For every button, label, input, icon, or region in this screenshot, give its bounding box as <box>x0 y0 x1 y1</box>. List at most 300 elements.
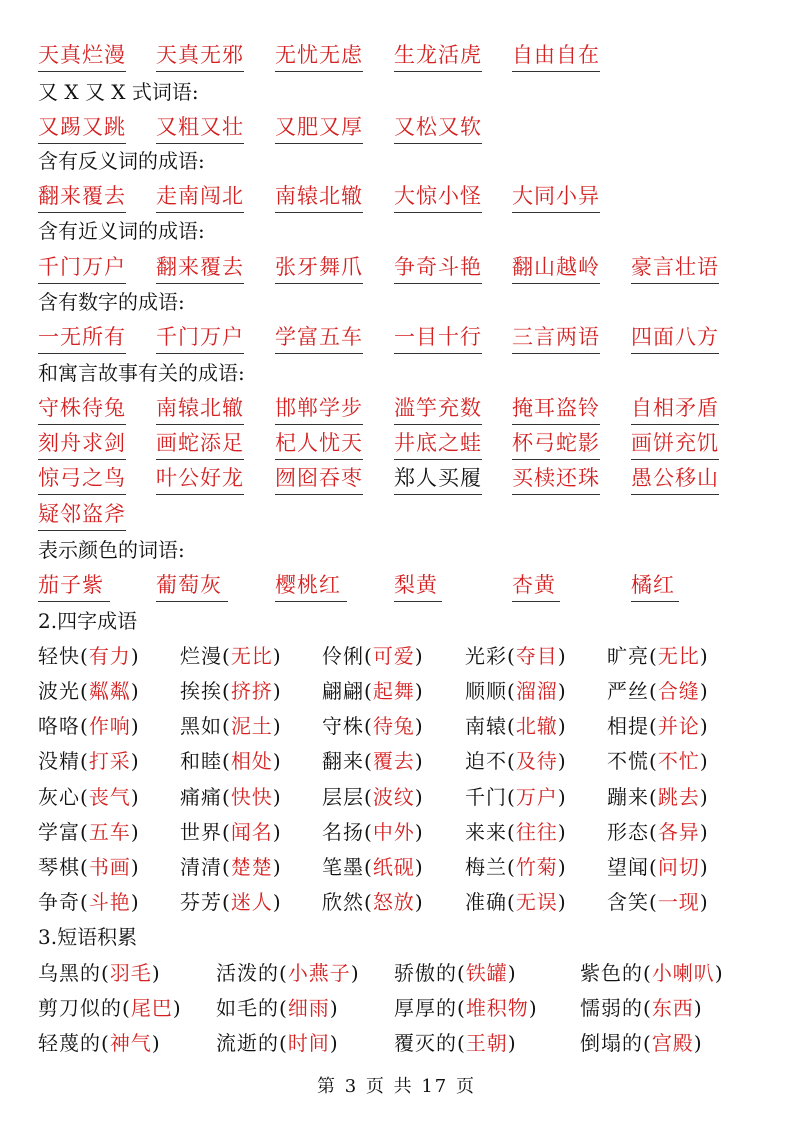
paren-close: ) <box>414 820 424 844</box>
phrase-item <box>180 745 282 777</box>
idiom-item: 又粗又壮 <box>156 112 244 144</box>
paren-open: ( <box>649 785 658 809</box>
idiom-item: 杞人忧天 <box>275 428 363 460</box>
phrase-answer: 万户 <box>515 785 558 809</box>
idiom-item: 掩耳盗铃 <box>512 393 600 425</box>
idiom-item: 天真烂漫 <box>38 40 126 72</box>
phrase-item <box>607 745 709 777</box>
heading-fable: 和寓言故事有关的成语: <box>38 361 245 385</box>
idiom-item: 滥竽充数 <box>394 393 482 425</box>
phrase-prompt: 学富 <box>38 820 80 844</box>
phrase-prompt: 守株 <box>322 714 364 738</box>
paren-close: ) <box>130 855 140 879</box>
paren-open: ( <box>101 1031 110 1055</box>
idiom-item: 郑人买履 <box>394 463 482 495</box>
idiom-item: 又肥又厚 <box>275 112 363 144</box>
idiom-item: 画饼充饥 <box>631 428 719 460</box>
phrase-answer: 各异 <box>657 820 700 844</box>
phrase-item <box>607 851 709 883</box>
phrase-item <box>580 957 724 989</box>
phrase-item <box>38 710 140 742</box>
phrase-answer: 尾巴 <box>130 996 173 1020</box>
idiom-item: 四面八方 <box>631 322 719 354</box>
paren-close: ) <box>557 820 567 844</box>
idiom-item: 大惊小怪 <box>394 181 482 213</box>
paren-open: ( <box>101 961 110 985</box>
idiom-item: 南辕北辙 <box>275 181 363 213</box>
paren-open: ( <box>507 890 516 914</box>
phrase-answer: 泥土 <box>230 714 273 738</box>
phrase-item <box>180 781 282 813</box>
paren-close: ) <box>130 644 140 668</box>
phrase-prompt: 含笑 <box>607 890 649 914</box>
phrase-prompt: 流逝的 <box>216 1031 279 1055</box>
idiom-item: 杯弓蛇影 <box>512 428 600 460</box>
paren-close: ) <box>699 714 709 738</box>
phrase-prompt: 咯咯 <box>38 714 80 738</box>
idiom-item: 天真无邪 <box>156 40 244 72</box>
phrase-item <box>465 781 567 813</box>
paren-close: ) <box>699 749 709 773</box>
phrase-prompt: 轻蔑的 <box>38 1031 101 1055</box>
idiom-item: 守株待兔 <box>38 393 126 425</box>
idiom-item: 叶公好龙 <box>156 463 244 495</box>
phrase-item <box>180 851 282 883</box>
paren-open: ( <box>222 679 231 703</box>
phrase-item <box>38 992 182 1024</box>
phrase-prompt: 如毛的 <box>216 996 279 1020</box>
phrase-item <box>180 640 282 672</box>
paren-open: ( <box>457 1031 466 1055</box>
phrase-answer: 及待 <box>515 749 558 773</box>
phrase-prompt: 光彩 <box>465 644 507 668</box>
phrase-answer: 作响 <box>88 714 131 738</box>
paren-close: ) <box>557 714 567 738</box>
phrase-prompt: 伶俐 <box>322 644 364 668</box>
phrase-prompt: 骄傲的 <box>394 961 457 985</box>
idiom-item: 翻来覆去 <box>38 181 126 213</box>
paren-open: ( <box>507 855 516 879</box>
paren-close: ) <box>699 644 709 668</box>
idiom-item: 画蛇添足 <box>156 428 244 460</box>
phrase-answer: 波纹 <box>372 785 415 809</box>
phrase-prompt: 和睦 <box>180 749 222 773</box>
paren-open: ( <box>643 996 652 1020</box>
phrase-answer: 细雨 <box>287 996 330 1020</box>
phrase-answer: 跳去 <box>657 785 700 809</box>
phrase-answer: 丧气 <box>88 785 131 809</box>
idiom-item: 自相矛盾 <box>631 393 719 425</box>
phrase-item <box>322 640 424 672</box>
phrase-answer: 往往 <box>515 820 558 844</box>
paren-close: ) <box>414 890 424 914</box>
idiom-item: 南辕北辙 <box>156 393 244 425</box>
phrase-answer: 覆去 <box>372 749 415 773</box>
heading-color: 表示颜色的词语: <box>38 538 185 562</box>
paren-close: ) <box>151 1031 161 1055</box>
phrase-item <box>465 851 567 883</box>
phrase-prompt: 层层 <box>322 785 364 809</box>
phrase-answer: 夺目 <box>515 644 558 668</box>
paren-open: ( <box>643 1031 652 1055</box>
heading-number: 含有数字的成语: <box>38 290 185 314</box>
paren-close: ) <box>350 961 360 985</box>
idiom-item: 豪言壮语 <box>631 252 719 284</box>
paren-open: ( <box>649 714 658 738</box>
phrase-item <box>580 992 703 1024</box>
phrase-answer: 打采 <box>88 749 131 773</box>
color-word: 樱桃红 <box>275 570 347 602</box>
phrase-prompt: 翻来 <box>322 749 364 773</box>
idiom-item: 学富五车 <box>275 322 363 354</box>
idiom-item: 千门万户 <box>156 322 244 354</box>
phrase-answer: 闻名 <box>230 820 273 844</box>
paren-open: ( <box>222 749 231 773</box>
paren-close: ) <box>272 785 282 809</box>
heading-xx-words: 又 X 又 X 式词语: <box>38 80 199 104</box>
paren-close: ) <box>699 820 709 844</box>
idiom-item: 无忧无虑 <box>275 40 363 72</box>
phrase-answer: 竹菊 <box>515 855 558 879</box>
paren-open: ( <box>80 749 89 773</box>
phrase-item <box>607 675 709 707</box>
paren-open: ( <box>457 961 466 985</box>
color-word: 橘红 <box>631 570 679 602</box>
phrase-answer: 无误 <box>515 890 558 914</box>
phrase-item <box>38 781 140 813</box>
paren-close: ) <box>699 679 709 703</box>
phrase-answer: 一现 <box>657 890 700 914</box>
paren-open: ( <box>649 644 658 668</box>
phrase-prompt: 欣然 <box>322 890 364 914</box>
phrase-answer: 快快 <box>230 785 273 809</box>
phrase-prompt: 烂漫 <box>180 644 222 668</box>
paren-close: ) <box>528 996 538 1020</box>
phrase-item <box>38 745 140 777</box>
paren-open: ( <box>457 996 466 1020</box>
phrase-answer: 问切 <box>657 855 700 879</box>
paren-close: ) <box>699 890 709 914</box>
phrase-prompt: 厚厚的 <box>394 996 457 1020</box>
paren-open: ( <box>649 855 658 879</box>
phrase-prompt: 旷亮 <box>607 644 649 668</box>
phrase-answer: 纸砚 <box>372 855 415 879</box>
paren-close: ) <box>693 1031 703 1055</box>
phrase-answer: 宫殿 <box>651 1031 694 1055</box>
paren-open: ( <box>222 820 231 844</box>
paren-close: ) <box>272 714 282 738</box>
phrase-answer: 无比 <box>657 644 700 668</box>
color-word: 杏黄 <box>512 570 560 602</box>
phrase-item <box>216 1027 339 1059</box>
idiom-item: 井底之蛙 <box>394 428 482 460</box>
paren-open: ( <box>364 644 373 668</box>
phrase-item <box>38 640 140 672</box>
idiom-item: 又松又软 <box>394 112 482 144</box>
phrase-prompt: 梅兰 <box>465 855 507 879</box>
phrase-prompt: 千门 <box>465 785 507 809</box>
phrase-item <box>322 886 424 918</box>
paren-close: ) <box>151 961 161 985</box>
paren-open: ( <box>80 644 89 668</box>
phrase-prompt: 蹦来 <box>607 785 649 809</box>
phrase-prompt: 灰心 <box>38 785 80 809</box>
phrase-answer: 迷人 <box>230 890 273 914</box>
phrase-item <box>180 675 282 707</box>
paren-open: ( <box>80 890 89 914</box>
paren-open: ( <box>222 890 231 914</box>
idiom-item: 大同小异 <box>512 181 600 213</box>
phrase-item <box>322 675 424 707</box>
phrase-item <box>607 710 709 742</box>
paren-open: ( <box>364 785 373 809</box>
phrase-answer: 怒放 <box>372 890 415 914</box>
phrase-prompt: 乌黑的 <box>38 961 101 985</box>
phrase-answer: 五车 <box>88 820 131 844</box>
paren-close: ) <box>557 644 567 668</box>
idiom-item: 惊弓之鸟 <box>38 463 126 495</box>
paren-close: ) <box>130 820 140 844</box>
idiom-item: 千门万户 <box>38 252 126 284</box>
paren-close: ) <box>414 714 424 738</box>
phrase-prompt: 来来 <box>465 820 507 844</box>
paren-close: ) <box>557 855 567 879</box>
idiom-row-fable-4 <box>38 499 758 531</box>
paren-open: ( <box>364 820 373 844</box>
phrase-answer: 合缝 <box>657 679 700 703</box>
idiom-item: 买椟还珠 <box>512 463 600 495</box>
phrase-item <box>322 851 424 883</box>
phrase-item <box>180 710 282 742</box>
paren-open: ( <box>507 679 516 703</box>
paren-close: ) <box>272 820 282 844</box>
phrase-item <box>38 1027 161 1059</box>
paren-open: ( <box>222 714 231 738</box>
phrase-prompt: 清清 <box>180 855 222 879</box>
idiom-item: 一目十行 <box>394 322 482 354</box>
paren-close: ) <box>557 679 567 703</box>
color-word: 茄子紫 <box>38 570 110 602</box>
paren-open: ( <box>279 1031 288 1055</box>
paren-open: ( <box>364 679 373 703</box>
idiom-row-antonym <box>38 181 758 213</box>
phrase-prompt: 痛痛 <box>180 785 222 809</box>
paren-close: ) <box>329 1031 339 1055</box>
phrase-prompt: 没精 <box>38 749 80 773</box>
idiom-item: 生龙活虎 <box>394 40 482 72</box>
phrase-answer: 王朝 <box>465 1031 508 1055</box>
phrase-prompt: 芬芳 <box>180 890 222 914</box>
phrase-item <box>322 710 424 742</box>
paren-close: ) <box>272 679 282 703</box>
paren-open: ( <box>364 749 373 773</box>
phrase-prompt: 笔墨 <box>322 855 364 879</box>
paren-open: ( <box>222 785 231 809</box>
idiom-row-fable-3 <box>38 463 758 495</box>
phrase-answer: 东西 <box>651 996 694 1020</box>
paren-open: ( <box>364 890 373 914</box>
paren-open: ( <box>279 961 288 985</box>
paren-open: ( <box>649 749 658 773</box>
phrase-answer: 楚楚 <box>230 855 273 879</box>
phrase-item <box>465 886 567 918</box>
phrase-answer: 待兔 <box>372 714 415 738</box>
phrase-answer: 斗艳 <box>88 890 131 914</box>
phrase-prompt: 黑如 <box>180 714 222 738</box>
phrase-item <box>465 675 567 707</box>
phrase-prompt: 望闻 <box>607 855 649 879</box>
phrase-answer: 中外 <box>372 820 415 844</box>
paren-close: ) <box>414 749 424 773</box>
paren-open: ( <box>649 890 658 914</box>
phrase-item <box>465 745 567 777</box>
phrase-item <box>180 886 282 918</box>
phrase-answer: 书画 <box>88 855 131 879</box>
paren-close: ) <box>507 961 517 985</box>
idiom-item: 张牙舞爪 <box>275 252 363 284</box>
paren-close: ) <box>557 890 567 914</box>
paren-close: ) <box>272 749 282 773</box>
phrase-answer: 可爱 <box>372 644 415 668</box>
phrase-answer: 并论 <box>657 714 700 738</box>
phrase-prompt: 挨挨 <box>180 679 222 703</box>
phrase-item <box>607 816 709 848</box>
heading-synonym: 含有近义词的成语: <box>38 219 205 243</box>
phrase-item <box>580 1027 703 1059</box>
phrase-item <box>322 816 424 848</box>
phrase-prompt: 名扬 <box>322 820 364 844</box>
phrase-item <box>180 816 282 848</box>
paren-open: ( <box>222 644 231 668</box>
phrase-prompt: 翩翩 <box>322 679 364 703</box>
paren-close: ) <box>507 1031 517 1055</box>
phrase-prompt: 懦弱的 <box>580 996 643 1020</box>
paren-open: ( <box>507 785 516 809</box>
color-word: 梨黄 <box>394 570 442 602</box>
phrase-item <box>465 710 567 742</box>
heading-phrase-accumulation: 3.短语积累 <box>38 925 138 949</box>
paren-close: ) <box>130 785 140 809</box>
phrase-item <box>607 886 709 918</box>
phrase-answer: 粼粼 <box>88 679 131 703</box>
paren-open: ( <box>507 820 516 844</box>
paren-close: ) <box>414 855 424 879</box>
heading-four-char-idioms: 2.四字成语 <box>38 609 138 633</box>
phrase-answer: 铁罐 <box>465 961 508 985</box>
idiom-item: 囫囵吞枣 <box>275 463 363 495</box>
phrase-answer: 溜溜 <box>515 679 558 703</box>
paren-open: ( <box>222 855 231 879</box>
idiom-item: 翻山越岭 <box>512 252 600 284</box>
idiom-row-xx <box>38 112 758 144</box>
phrase-prompt: 准确 <box>465 890 507 914</box>
paren-close: ) <box>172 996 182 1020</box>
paren-open: ( <box>80 679 89 703</box>
paren-close: ) <box>130 714 140 738</box>
phrase-prompt: 覆灭的 <box>394 1031 457 1055</box>
paren-close: ) <box>130 749 140 773</box>
phrase-answer: 小喇叭 <box>651 961 715 985</box>
paren-close: ) <box>130 679 140 703</box>
phrase-answer: 北辙 <box>515 714 558 738</box>
paren-open: ( <box>122 996 131 1020</box>
phrase-item <box>394 1027 517 1059</box>
idiom-item: 翻来覆去 <box>156 252 244 284</box>
paren-close: ) <box>272 855 282 879</box>
phrase-prompt: 南辕 <box>465 714 507 738</box>
phrase-answer: 无比 <box>230 644 273 668</box>
color-word: 葡萄灰 <box>156 570 228 602</box>
phrase-item <box>322 781 424 813</box>
phrase-item <box>38 675 140 707</box>
phrase-item <box>394 957 517 989</box>
phrase-item <box>607 781 709 813</box>
phrase-item <box>394 992 538 1024</box>
phrase-prompt: 严丝 <box>607 679 649 703</box>
idiom-row-fable-2 <box>38 428 758 460</box>
idiom-item: 争奇斗艳 <box>394 252 482 284</box>
paren-close: ) <box>699 855 709 879</box>
paren-open: ( <box>279 996 288 1020</box>
idiom-item: 一无所有 <box>38 322 126 354</box>
paren-close: ) <box>693 996 703 1020</box>
phrase-prompt: 波光 <box>38 679 80 703</box>
phrase-answer: 羽毛 <box>109 961 152 985</box>
paren-close: ) <box>557 785 567 809</box>
paren-close: ) <box>414 785 424 809</box>
paren-open: ( <box>649 820 658 844</box>
phrase-item <box>216 957 360 989</box>
idiom-item: 邯郸学步 <box>275 393 363 425</box>
phrase-answer: 有力 <box>88 644 131 668</box>
idiom-item: 愚公移山 <box>631 463 719 495</box>
phrase-prompt: 形态 <box>607 820 649 844</box>
phrase-answer: 时间 <box>287 1031 330 1055</box>
phrase-prompt: 琴棋 <box>38 855 80 879</box>
phrase-prompt: 轻快 <box>38 644 80 668</box>
idiom-row-number <box>38 322 758 354</box>
idiom-item: 自由自在 <box>512 40 600 72</box>
paren-close: ) <box>414 679 424 703</box>
idiom-item: 走南闯北 <box>156 181 244 213</box>
phrase-answer: 起舞 <box>372 679 415 703</box>
phrase-prompt: 迫不 <box>465 749 507 773</box>
phrase-item <box>465 816 567 848</box>
heading-antonym: 含有反义词的成语: <box>38 149 205 173</box>
phrase-answer: 堆积物 <box>465 996 529 1020</box>
paren-close: ) <box>699 785 709 809</box>
phrase-answer: 小燕子 <box>287 961 351 985</box>
paren-open: ( <box>643 961 652 985</box>
paren-open: ( <box>649 679 658 703</box>
phrase-answer: 不忙 <box>657 749 700 773</box>
phrase-item <box>38 886 140 918</box>
paren-open: ( <box>507 644 516 668</box>
phrase-item <box>465 640 567 672</box>
phrase-answer: 挤挤 <box>230 679 273 703</box>
paren-close: ) <box>329 996 339 1020</box>
paren-open: ( <box>80 785 89 809</box>
paren-close: ) <box>272 890 282 914</box>
phrase-prompt: 顺顺 <box>465 679 507 703</box>
idiom-item: 三言两语 <box>512 322 600 354</box>
phrase-item <box>38 851 140 883</box>
phrase-prompt: 争奇 <box>38 890 80 914</box>
idiom-row-fable-1 <box>38 393 758 425</box>
paren-open: ( <box>80 855 89 879</box>
paren-open: ( <box>364 714 373 738</box>
paren-close: ) <box>130 890 140 914</box>
